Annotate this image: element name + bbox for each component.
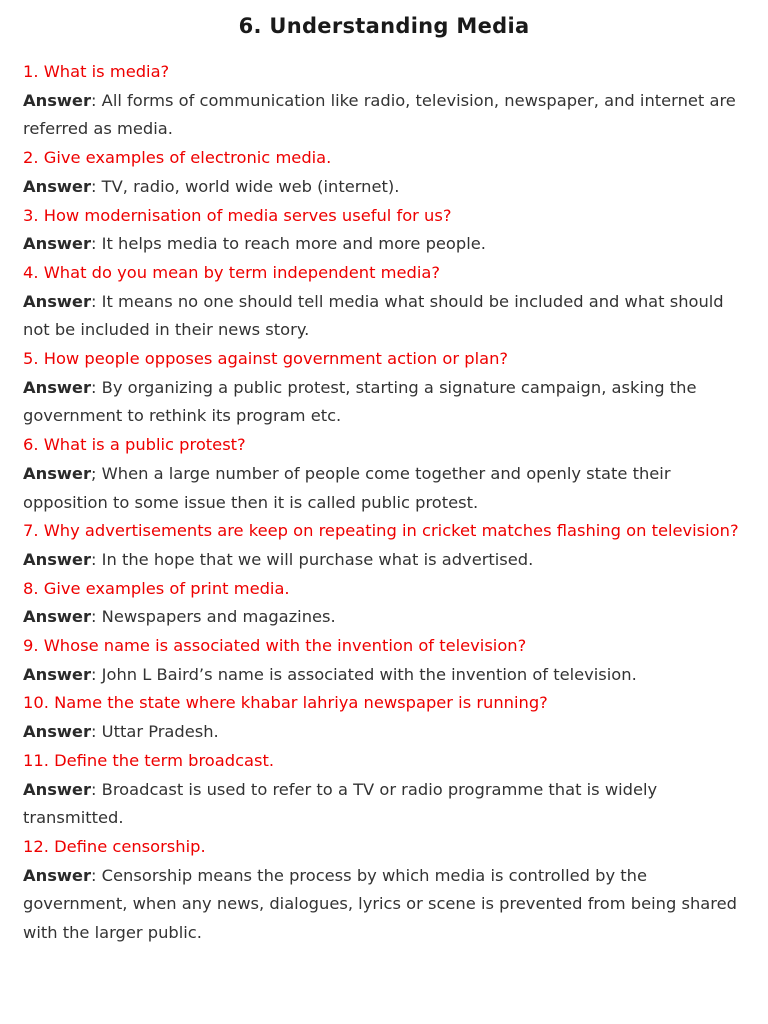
answer-8 [23,603,745,632]
answer-label: Answer [23,176,91,196]
answer-4 [23,288,745,345]
answer-separator: : [91,865,97,885]
answer-1 [23,87,745,144]
answer-3 [23,230,745,259]
answer-label: Answer [23,377,91,397]
answer-12 [23,862,745,948]
answer-label: Answer [23,549,91,569]
question-3: 3. How modernisation of media serves useful for us? [23,205,452,225]
answer-text: Censorship means the process by which media is controlled by the government, when any news, dialogues, lyrics or scene is prevented from being shared with the larger public. [23,865,737,943]
question-10: 10. Name the state where khabar lahriya newspaper is running? [23,693,548,713]
question-8: 8. Give examples of print media. [23,578,290,598]
answer-text: In the hope that we will purchase what is advertised. [96,549,534,569]
answer-6 [23,460,745,517]
question-7: 7. Why advertisements are keep on repeating in cricket matches flashing on television? [23,521,739,541]
answer-text: When a large number of people come together and openly state their opposition to some issue then it is called public protest. [23,463,671,512]
answer-text: Broadcast is used to refer to a TV or radio programme that is widely transmitted. [23,779,658,828]
answer-separator: : [91,377,97,397]
answer-label: Answer [23,865,91,885]
answer-text: By organizing a public protest, starting a signature campaign, asking the government to rethink its program etc. [23,377,697,426]
answer-separator: : [91,549,97,569]
question-4: 4. What do you mean by term independent media? [23,262,441,282]
answer-separator: : [91,779,97,799]
answer-5 [23,374,745,431]
answer-label: Answer [23,779,91,799]
question-5: 5. How people opposes against government action or plan? [23,349,509,369]
answer-label: Answer [23,664,91,684]
answer-label: Answer [23,234,91,254]
answer-text: Newspapers and magazines. [96,607,336,627]
answer-text: It helps media to reach more and more people. [96,234,486,254]
answer-label: Answer [23,463,91,483]
question-6: 6. What is a public protest? [23,435,246,455]
answer-9 [23,661,745,690]
answer-separator: : [91,291,97,311]
answer-text: TV, radio, world wide web (internet). [96,176,400,196]
answer-11 [23,776,745,833]
question-2: 2. Give examples of electronic media. [23,148,332,168]
answer-separator: ; [91,463,97,483]
answer-separator: : [91,90,97,110]
answer-separator: : [91,607,97,627]
answer-separator: : [91,722,97,742]
question-9: 9. Whose name is associated with the invention of television? [23,636,527,656]
qa-list [23,58,745,948]
answer-label: Answer [23,607,91,627]
answer-text: It means no one should tell media what should be included and what should not be included in their news story. [23,291,724,340]
answer-2 [23,173,745,202]
answer-separator: : [91,176,97,196]
question-12: 12. Define censorship. [23,836,206,856]
answer-10 [23,718,745,747]
answer-7 [23,546,745,575]
answer-label: Answer [23,90,91,110]
answer-text: John L Baird’s name is associated with the invention of television. [96,664,637,684]
page-title: 6. Understanding Media [238,14,530,38]
answer-label: Answer [23,291,91,311]
answer-text: All forms of communication like radio, television, newspaper, and internet are referred as media. [23,90,736,139]
answer-separator: : [91,234,97,254]
question-11: 11. Define the term broadcast. [23,750,275,770]
question-1: 1. What is media? [23,62,170,81]
answer-label: Answer [23,722,91,742]
answer-text: Uttar Pradesh. [96,722,219,742]
answer-separator: : [91,664,97,684]
